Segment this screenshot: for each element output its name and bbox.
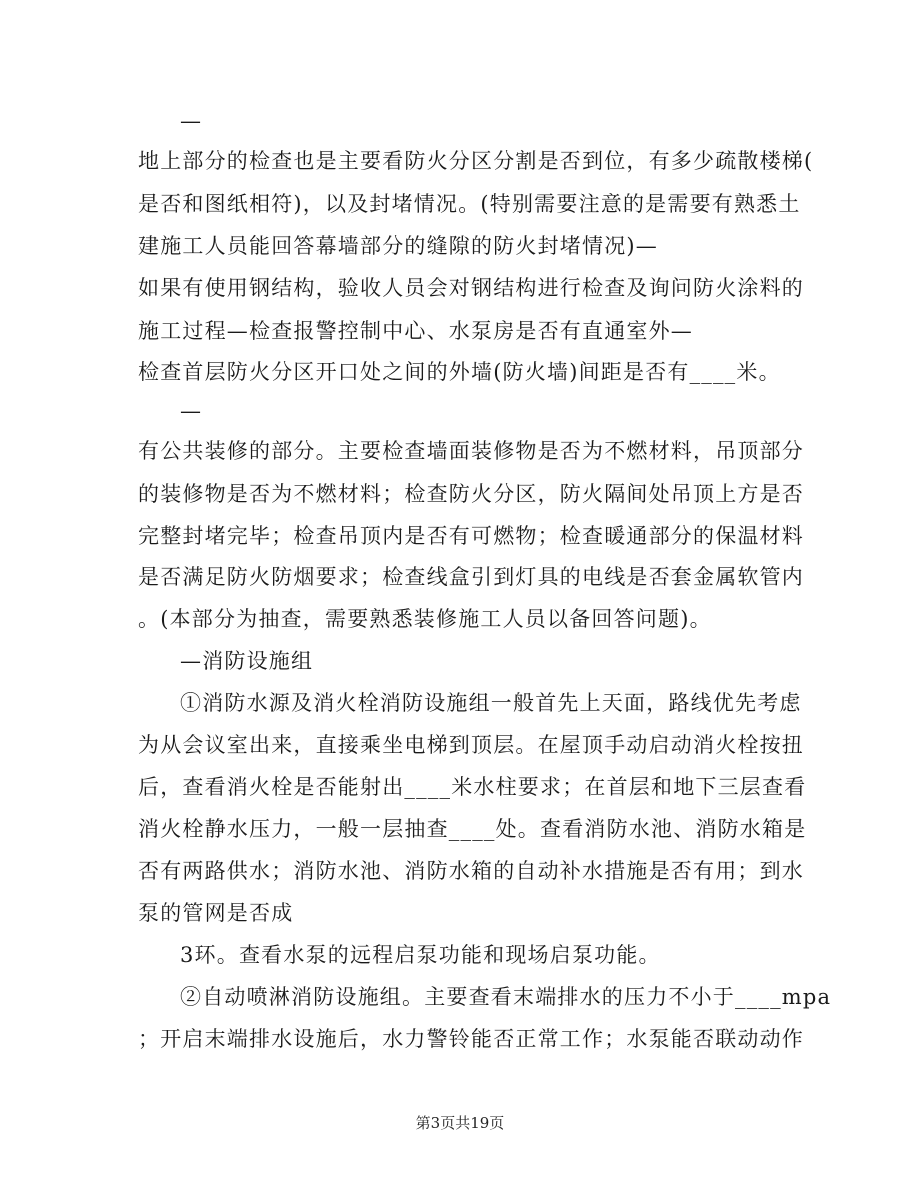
text-line-2: 地上部分的检查也是主要看防火分区分割是否到位，有多少疏散楼梯(	[138, 149, 814, 173]
page-number: 第3页共19页	[415, 1114, 505, 1132]
text-line-23: ；开启末端排水设施后，水力警铃能否正常工作；水泵能否联动动作	[138, 1027, 804, 1051]
text-line-21: 3环。查看水泵的远程启泵功能和现场启泵功能。	[180, 943, 661, 967]
text-line-15: ①消防水源及消火栓消防设施组一般首先上天面，路线优先考虑	[180, 691, 802, 715]
text-line-6: 施工过程—检查报警控制中心、水泵房是否有直通室外—	[138, 319, 693, 343]
text-line-11: 完整封堵完毕；检查吊顶内是否有可燃物；检查暖通部分的保温材料	[138, 524, 804, 548]
text-line-18: 消火栓静水压力，一般一层抽查____处。查看消防水池、消防水箱是	[138, 817, 807, 841]
text-line-4: 建施工人员能回答幕墙部分的缝隙的防火封堵情况)—	[138, 234, 658, 258]
text-line-16: 为从会议室出来，直接乘坐电梯到顶层。在屋顶手动启动消火栓按扭	[138, 733, 804, 757]
text-line-14: —消防设施组	[180, 649, 314, 673]
text-line-12: 是否满足防火防烟要求；检查线盒引到灯具的电线是否套金属软管内	[138, 565, 804, 589]
text-line-20: 泵的管网是否成	[138, 901, 294, 925]
text-line-22: ②自动喷淋消防设施组。主要查看末端排水的压力不小于____mpa	[180, 985, 832, 1009]
text-line-8: —	[180, 399, 203, 423]
text-line-1: —	[180, 109, 203, 133]
text-line-10: 的装修物是否为不燃材料；检查防火分区，防火隔间处吊顶上方是否	[138, 482, 804, 506]
text-line-13: 。(本部分为抽查，需要熟悉装修施工人员以备回答问题)。	[138, 607, 712, 631]
text-line-7: 检查首层防火分区开口处之间的外墙(防火墙)间距是否有____米。	[138, 360, 781, 384]
text-line-5: 如果有使用钢结构，验收人员会对钢结构进行检查及询问防火涂料的	[138, 276, 804, 300]
text-line-19: 否有两路供水；消防水池、消防水箱的自动补水措施是否有用；到水	[138, 859, 804, 883]
text-line-3: 是否和图纸相符)，以及封堵情况。(特别需要注意的是需要有熟悉土	[138, 192, 801, 216]
text-line-9: 有公共装修的部分。主要检查墙面装修物是否为不燃材料，吊顶部分	[138, 439, 804, 463]
text-line-17: 后，查看消火栓是否能射出____米水柱要求；在首层和地下三层查看	[138, 775, 807, 799]
